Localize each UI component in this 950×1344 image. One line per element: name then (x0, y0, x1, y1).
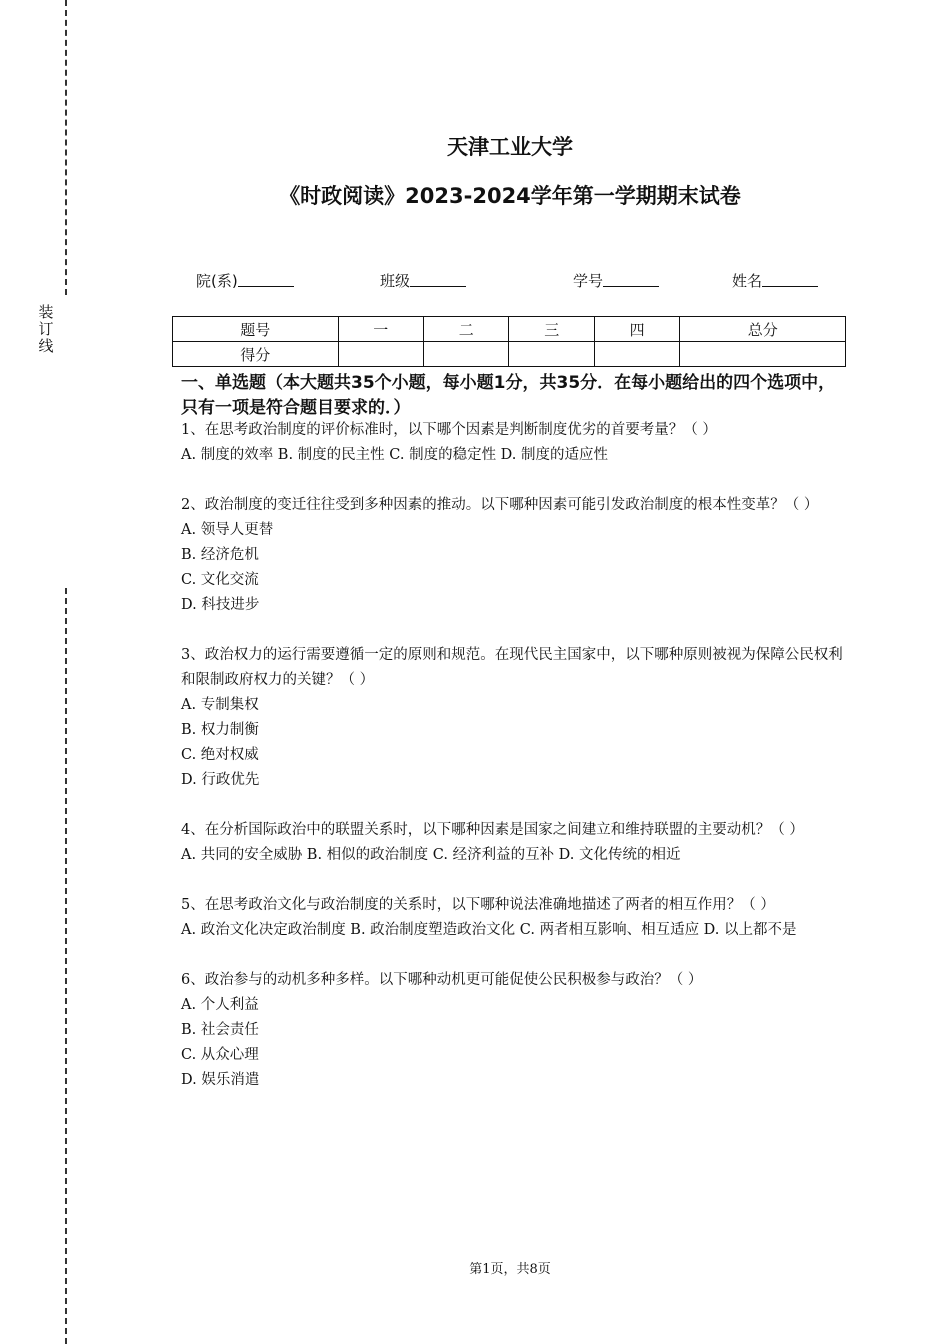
school-name: 天津工业大学 (447, 135, 573, 159)
question-stem: 6、政治参与的动机多种多样。以下哪种动机更可能促使公民积极参与政治？（ ） (181, 972, 703, 988)
page-footer: 第1页，共8页 (469, 1262, 551, 1277)
class-blank (410, 272, 466, 287)
name-blank (762, 272, 818, 287)
section-heading: 一、单选题（本大题共35个小题，每小题1分，共35分．在每小题给出的四个选项中，只有一项是符合题目要求的．） (181, 373, 836, 418)
department-field (196, 270, 294, 291)
option-b: B. 权力制衡 (181, 722, 259, 738)
score-table-score-label: 得分 (173, 342, 339, 367)
score-table-col-total: 总分 (680, 317, 846, 342)
question-options: A. 共同的安全威胁 B. 相似的政治制度 C. 经济利益的互补 D. 文化传统的相近 (181, 847, 681, 863)
question-5 (181, 893, 846, 943)
score-table-col-1: 一 (338, 317, 423, 342)
question-stem: 1、在思考政治制度的评价标准时，以下哪个因素是判断制度优劣的首要考量？（ ） (181, 422, 717, 438)
score-cell (338, 342, 423, 367)
binding-label: 装订线 (38, 303, 54, 355)
question-stem: 4、在分析国际政治中的联盟关系时，以下哪种因素是国家之间建立和维持联盟的主要动机？（ ） (181, 822, 804, 838)
class-field (380, 270, 466, 291)
name-label: 姓名 (732, 272, 763, 290)
option-d: D. 科技进步 (181, 597, 260, 613)
score-table-header-row (173, 317, 846, 342)
option-d: D. 行政优先 (181, 772, 260, 788)
question-options: A. 制度的效率 B. 制度的民主性 C. 制度的稳定性 D. 制度的适应性 (181, 447, 609, 463)
option-b: B. 经济危机 (181, 547, 259, 563)
option-a: A. 专制集权 (181, 697, 259, 713)
student-id-label: 学号 (573, 272, 604, 290)
option-c: C. 文化交流 (181, 572, 259, 588)
option-d: D. 娱乐消遣 (181, 1072, 260, 1088)
question-3 (181, 643, 846, 793)
question-stem: 3、政治权力的运行需要遵循一定的原则和规范。在现代民主国家中，以下哪种原则被视为保障公民权利和限制政府权力的关键？（ ） (181, 647, 843, 688)
question-1 (181, 418, 846, 468)
question-4 (181, 818, 846, 868)
score-cell (680, 342, 846, 367)
option-c: C. 绝对权威 (181, 747, 259, 763)
question-list (181, 418, 846, 1118)
name-field (732, 270, 818, 291)
question-stem: 5、在思考政治文化与政治制度的关系时，以下哪种说法准确地描述了两者的相互作用？（ ） (181, 897, 775, 913)
score-cell (594, 342, 679, 367)
score-table-col-3: 三 (509, 317, 594, 342)
student-id-blank (603, 272, 659, 287)
option-c: C. 从众心理 (181, 1047, 259, 1063)
department-blank (238, 272, 294, 287)
department-label: 院(系) (196, 272, 238, 290)
class-label: 班级 (380, 272, 411, 290)
score-table-col-4: 四 (594, 317, 679, 342)
question-2 (181, 493, 846, 618)
score-table (172, 316, 846, 367)
exam-title: 《时政阅读》2023-2024学年第一学期期末试卷 (279, 184, 741, 208)
binding-line-bottom (65, 588, 67, 1344)
score-table-score-row (173, 342, 846, 367)
option-a: A. 领导人更替 (181, 522, 274, 538)
option-b: B. 社会责任 (181, 1022, 259, 1038)
question-options: A. 政治文化决定政治制度 B. 政治制度塑造政治文化 C. 两者相互影响、相互适应 D. 以上都不是 (181, 922, 797, 938)
score-table-header-label: 题号 (173, 317, 339, 342)
score-cell (509, 342, 594, 367)
option-a: A. 个人利益 (181, 997, 259, 1013)
student-id-field (573, 270, 659, 291)
question-stem: 2、政治制度的变迁往往受到多种因素的推动。以下哪种因素可能引发政治制度的根本性变革？（ ） (181, 497, 819, 513)
score-cell (424, 342, 509, 367)
question-6 (181, 968, 846, 1093)
score-table-col-2: 二 (424, 317, 509, 342)
